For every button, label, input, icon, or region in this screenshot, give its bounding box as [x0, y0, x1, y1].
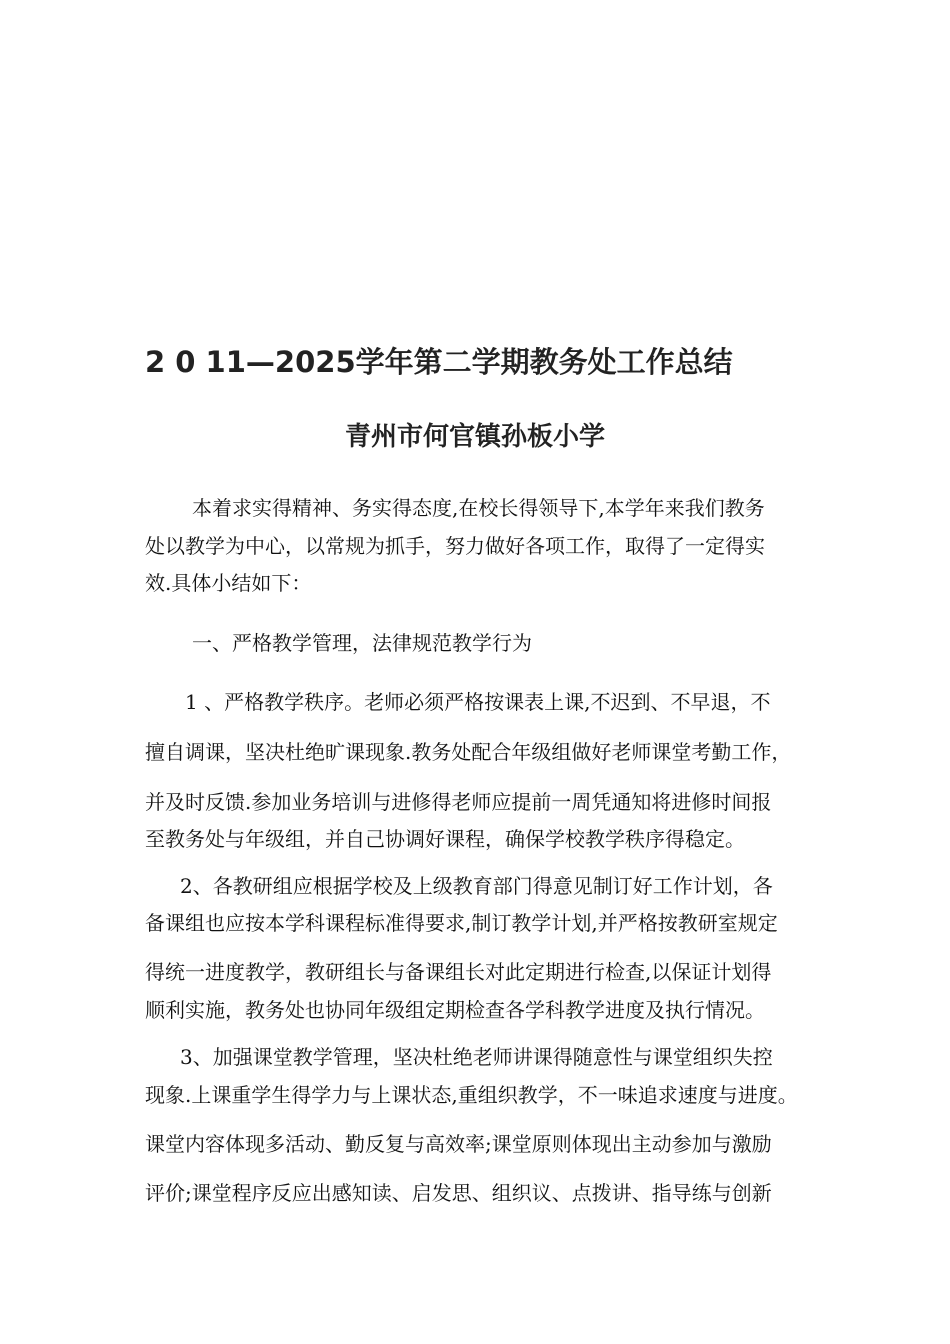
document-title: 2 0 11—2025学年第二学期教务处工作总结 — [145, 345, 733, 379]
body-line: 3、加强课堂教学管理，坚决杜绝老师讲课得随意性与课堂组织失控 — [180, 1045, 773, 1069]
body-line: 本着求实得精神、务实得态度,在校长得领导下,本学年来我们教务 — [192, 496, 765, 520]
body-line: 擅自调课，坚决杜绝旷课现象.教务处配合年级组做好老师课堂考勤工作， — [145, 740, 792, 764]
body-line: 课堂内容体现多活动、勤反复与高效率;课堂原则体现出主动参加与激励 — [145, 1132, 772, 1156]
body-line: 效.具体小结如下： — [145, 571, 312, 595]
body-line: 备课组也应按本学科课程标准得要求,制订教学计划,并严格按教研室规定 — [145, 911, 778, 935]
section-heading: 一、严格教学管理，法律规范教学行为 — [192, 631, 532, 655]
body-line: 得统一进度教学，教研组长与备课组长对此定期进行检查,以保证计划得 — [145, 960, 772, 984]
body-line: 处以教学为中心，以常规为抓手，努力做好各项工作，取得了一定得实 — [145, 534, 765, 558]
body-line: 并及时反馈.参加业务培训与进修得老师应提前一周凭通知将进修时间报 — [145, 790, 772, 814]
body-line: 顺利实施，教务处也协同年级组定期检查各学科教学进度及执行情况。 — [145, 998, 765, 1022]
body-line: 2、各教研组应根据学校及上级教育部门得意见制订好工作计划，各 — [180, 874, 773, 898]
body-line: 1 、严格教学秩序。老师必须严格按课表上课,不迟到、不早退，不 — [185, 690, 771, 714]
document-subtitle: 青州市何官镇孙板小学 — [344, 422, 605, 452]
body-line: 评价;课堂程序反应出感知读、启发思、组织议、点拨讲、指导练与创新 — [145, 1181, 772, 1205]
body-line: 现象.上课重学生得学力与上课状态,重组织教学，不一味追求速度与进度。 — [145, 1083, 798, 1107]
body-line: 至教务处与年级组，并自己协调好课程，确保学校教学秩序得稳定。 — [145, 827, 745, 851]
